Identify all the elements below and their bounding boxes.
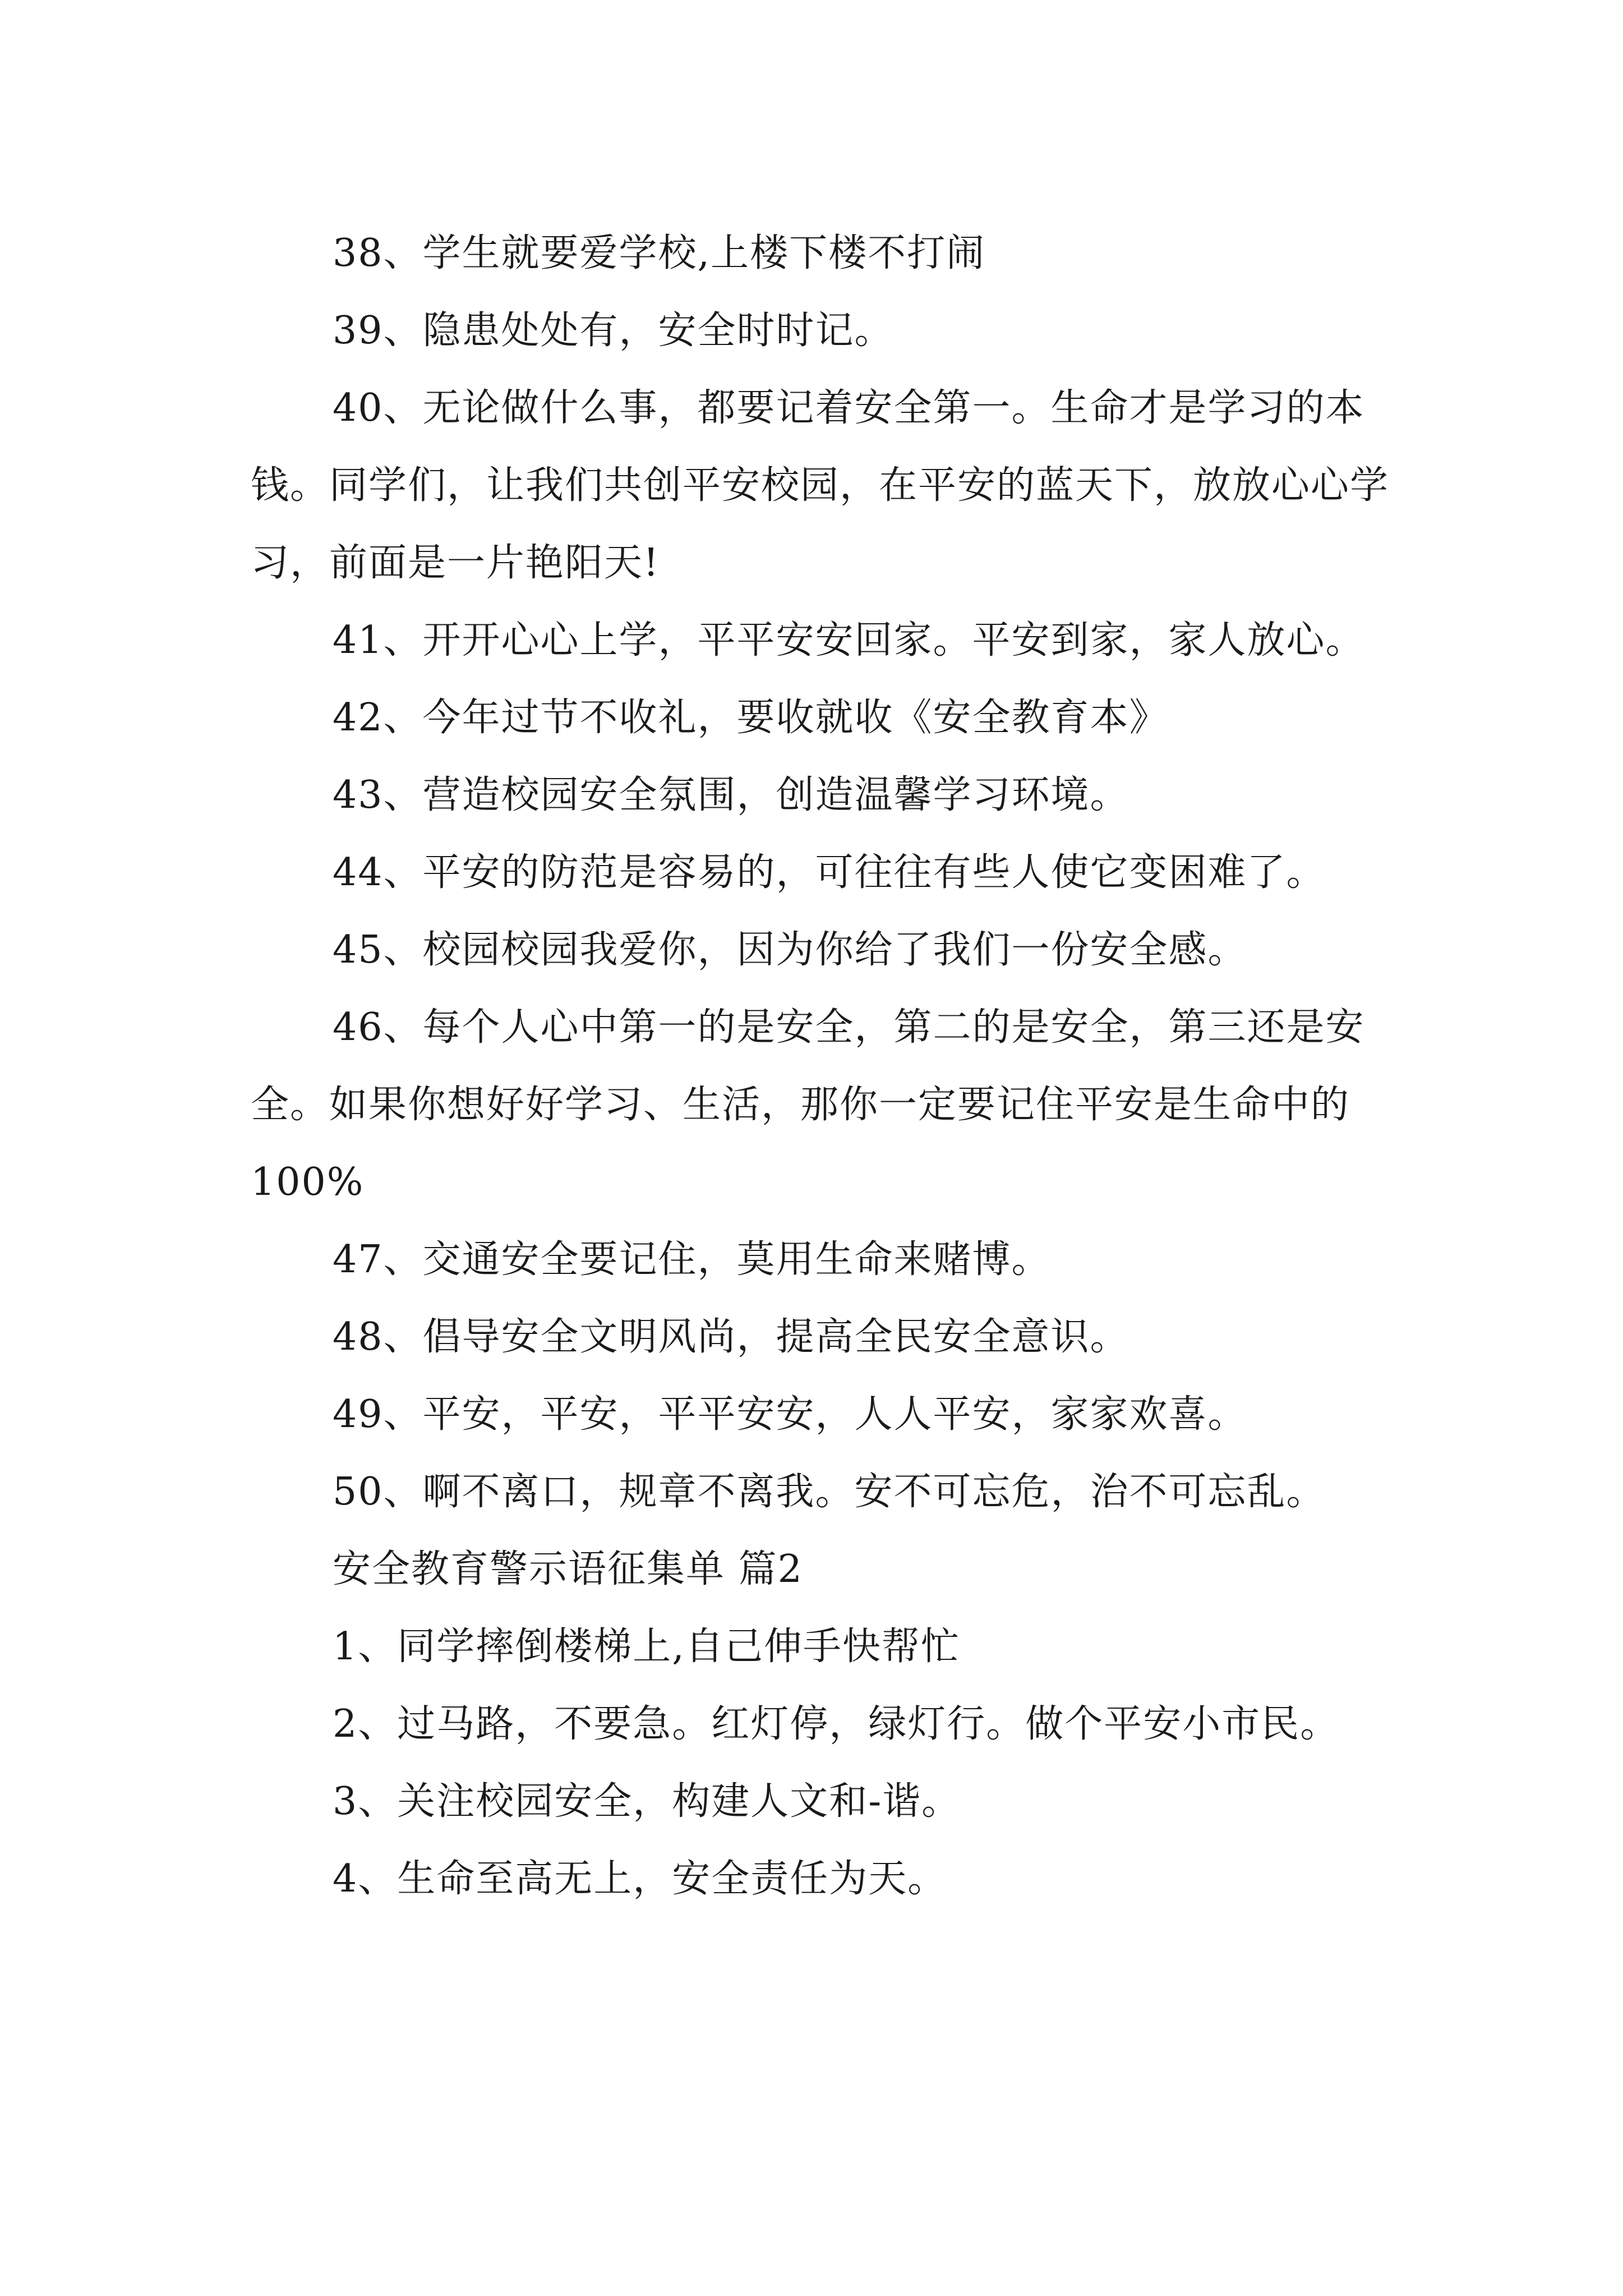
paragraph-49: 49、平安，平安，平平安安，人人平安，家家欢喜。 [333, 1392, 1247, 1437]
paragraph-45: 45、校园校园我爱你，因为你给了我们一份安全感。 [333, 928, 1247, 972]
paragraph-38: 38、学生就要爱学校,上楼下楼不打闹 [333, 231, 986, 275]
paragraph-39: 39、隐患处处有，安全时时记。 [333, 309, 894, 353]
paragraph-41: 41、开开心心上学，平平安安回家。平安到家，家人放心。 [333, 618, 1365, 662]
paragraph-1: 1、同学摔倒楼梯上,自己伸手快帮忙 [333, 1625, 960, 1669]
paragraph-4: 4、生命至高无上，安全责任为天。 [333, 1857, 947, 1901]
paragraph-43: 43、营造校园安全氛围，创造温馨学习环境。 [333, 773, 1129, 817]
paragraph-40: 40、无论做什么事，都要记着安全第一。生命才是学习的本钱。同学们，让我们共创平安校园，在平安的蓝天下，放放心心学习，前面是一片艳阳天! [251, 386, 1390, 585]
paragraph-3: 3、关注校园安全，构建人文和-谐。 [333, 1779, 961, 1824]
paragraph-47: 47、交通安全要记住，莫用生命来赌博。 [333, 1237, 1051, 1282]
section-heading: 安全教育警示语征集单 篇2 [333, 1547, 803, 1591]
paragraph-50: 50、啊不离口，规章不离我。安不可忘危，治不可忘乱。 [333, 1470, 1326, 1514]
document-body [251, 215, 1395, 1918]
paragraph-2: 2、过马路，不要急。红灯停，绿灯行。做个平安小市民。 [333, 1702, 1340, 1746]
paragraph-42: 42、今年过节不收礼，要收就收《安全教育本》 [333, 696, 1169, 740]
paragraph-48: 48、倡导安全文明风尚，提高全民安全意识。 [333, 1315, 1129, 1359]
paragraph-46: 46、每个人心中第一的是安全，第二的是安全，第三还是安全。如果你想好好学习、生活，那你一定要记住平安是生命中的100% [251, 1005, 1365, 1204]
paragraph-44: 44、平安的防范是容易的，可往往有些人使它变困难了。 [333, 850, 1326, 895]
